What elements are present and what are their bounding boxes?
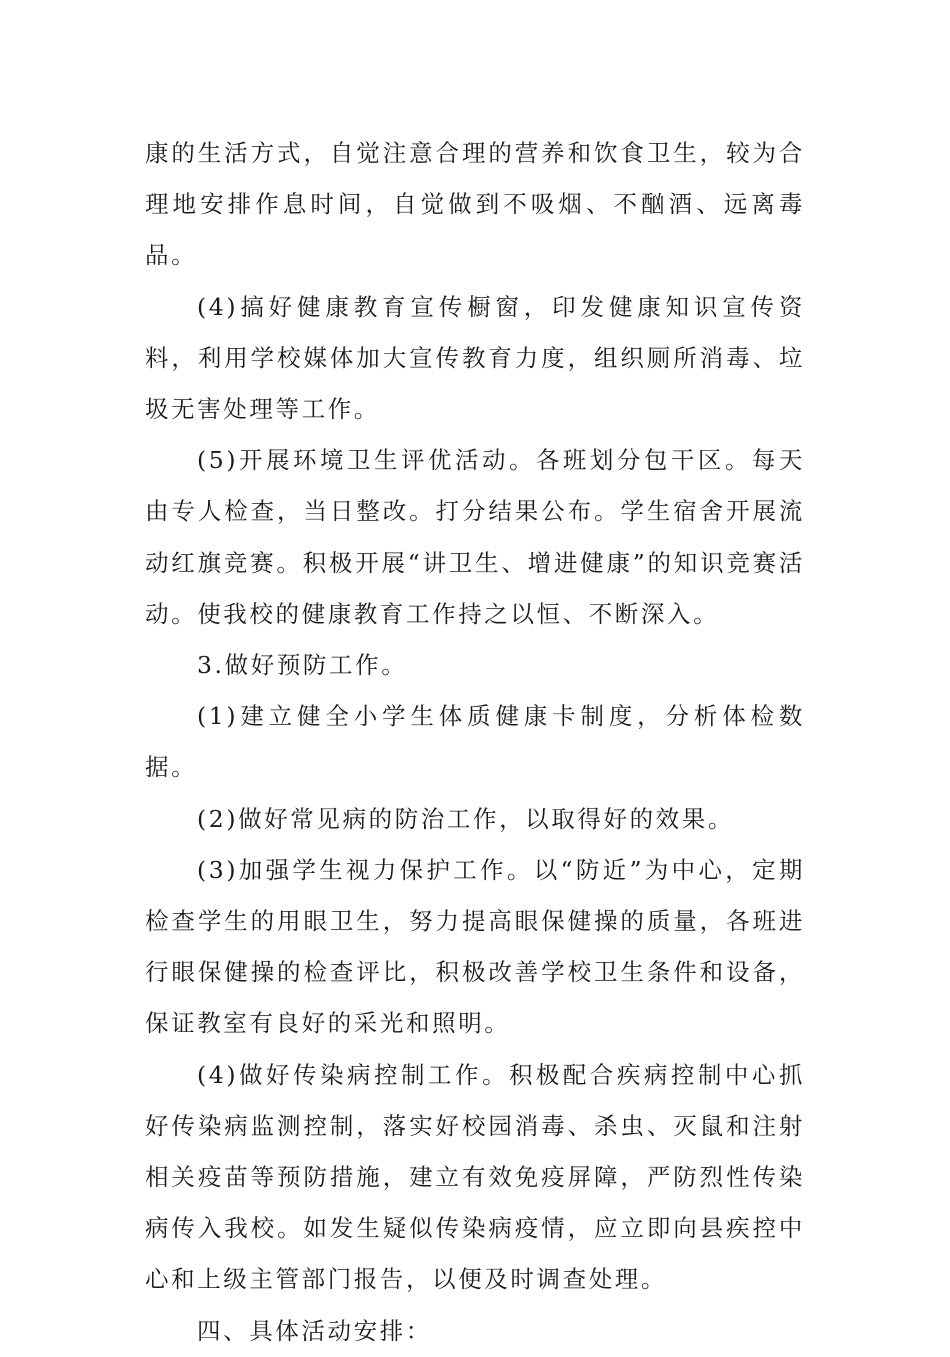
paragraph-item-1-health-card: (1)建立健全小学生体质健康卡制度，分析体检数据。 — [145, 702, 805, 782]
paragraph-item-4-infectious-disease: (4)做好传染病控制工作。积极配合疾病控制中心抓好传染病监测控制，落实好校园消毒、杀虫、灭鼠和注射相关疫苗等预防措施，建立有效免疫屏障，严防烈性传染病传入我校。如发生疑似传染病疫情，应立即向县疾控中心和上级主管部门报告，以便及时调查处理。 — [145, 1060, 805, 1294]
paragraph-item-4-publicity: (4)搞好健康教育宣传橱窗，印发健康知识宣传资料，利用学校媒体加大宣传教育力度，组织厕所消毒、垃圾无害处理等工作。 — [145, 292, 805, 424]
section-heading-prevention: 3.做好预防工作。 — [197, 651, 408, 680]
paragraph-continuation: 康的生活方式，自觉注意合理的营养和饮食卫生，较为合理地安排作息时间，自觉做到不吸烟、不酗酒、远离毒品。 — [145, 139, 805, 270]
paragraph-item-2-common-disease: (2)做好常见病的防治工作，以取得好的效果。 — [197, 804, 734, 833]
paragraph-item-5-environment: (5)开展环境卫生评优活动。各班划分包干区。每天由专人检查，当日整改。打分结果公布。学生宿舍开展流动红旗竞赛。积极开展“讲卫生、增进健康”的知识竞赛活动。使我校的健康教育工作持之以恒、不断深入。 — [145, 446, 805, 628]
document-body — [145, 128, 805, 1357]
paragraph-item-3-vision: (3)加强学生视力保护工作。以“防近”为中心，定期检查学生的用眼卫生，努力提高眼保健操的质量，各班进行眼保健操的检查评比，积极改善学校卫生条件和设备，保证教室有良好的采光和照明。 — [145, 855, 805, 1038]
section-heading-activities: 四、具体活动安排： — [197, 1316, 432, 1345]
